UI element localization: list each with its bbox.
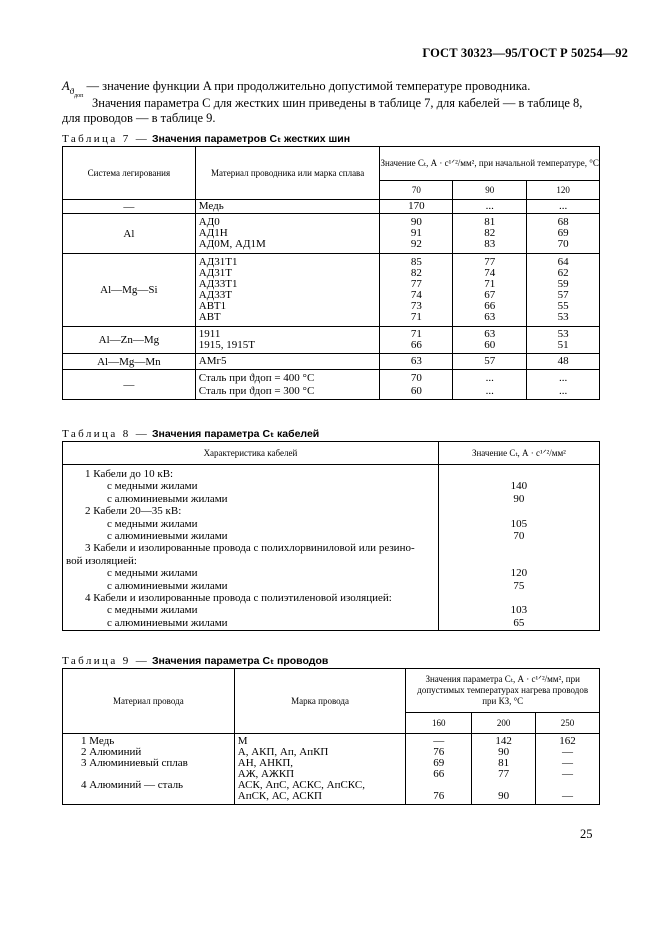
t9-material: [81, 791, 234, 802]
t8-row-text: с алюминиевыми жилами: [107, 492, 228, 505]
t7-value: 68: [557, 216, 569, 228]
t7-value: 77: [410, 278, 422, 290]
t8-text-lines: [63, 468, 438, 629]
table-row: [63, 254, 600, 327]
t9-brand: АСК, АпС, АСКС, АпСКС,: [237, 779, 365, 791]
paragraph-tables-ref: Значения параметра C для жестких шин приведены в таблице 7, для кабелей — в таблице 8,: [92, 96, 583, 110]
t9-temp-200: 200: [472, 713, 536, 734]
t9-values-160: [406, 734, 472, 805]
table7-caption: Таблица 7 — Значения параметров Cₜ жестких шин: [62, 133, 351, 145]
t7-material: Сталь при ϑдоп = 300 °С: [198, 384, 315, 397]
t7-temp-120: 120: [527, 181, 600, 200]
t9-value: 142: [495, 735, 512, 747]
t8-row-value: [439, 555, 599, 567]
table9-caption: Таблица 9 — Значения параметра Cₜ проводов: [62, 655, 329, 667]
t7-material: АВТ1: [198, 300, 227, 312]
t7-value: 48: [557, 355, 569, 367]
t9-materials: [63, 734, 235, 805]
t9-value: 77: [498, 768, 510, 780]
t9-value: 66: [433, 768, 445, 780]
t7-value: 63: [484, 328, 496, 340]
definition-text: — значение функции A при продолжительно допустимой температуре проводника.: [86, 79, 531, 93]
t7-material: АД33Т1: [198, 278, 238, 290]
t8-row-text: с алюминиевыми жилами: [107, 579, 228, 592]
t7-value: ...: [485, 200, 494, 212]
t7-system: —: [63, 370, 196, 400]
t7-value: 64: [557, 256, 569, 268]
t7-value: 82: [484, 227, 496, 239]
t7-value: 77: [484, 256, 496, 268]
t7-value: 71: [410, 311, 422, 323]
t7-value: 57: [557, 289, 569, 301]
t7-value: ...: [558, 371, 568, 384]
t9-material: 1 Медь: [81, 735, 115, 747]
t9-value: 69: [433, 757, 445, 769]
t9-value: 76: [433, 790, 445, 802]
t7-value: 63: [410, 355, 422, 367]
t9-value: —: [433, 735, 445, 747]
t7-material: АД31Т1: [198, 256, 238, 268]
t9-brands: [234, 734, 406, 805]
table-row: [63, 327, 600, 354]
t8-values: [438, 465, 599, 631]
t8-row-value: [439, 542, 599, 554]
t8-row-value: 75: [513, 579, 525, 592]
t7-value: 73: [410, 300, 422, 312]
t8-row-text: с медными жилами: [107, 480, 198, 493]
table-row: [63, 465, 600, 631]
t9-brand: А, АКП, Ап, АпКП: [237, 746, 329, 758]
t7-material: АД33Т: [198, 289, 232, 301]
t8-row-text: с медными жилами: [107, 567, 198, 580]
t9-material: 3 Алюминиевый сплав: [81, 757, 188, 769]
t8-row-text: 2 Кабели 20—35 кВ:: [85, 505, 182, 518]
t7-material: Медь: [198, 200, 224, 212]
t7-value: ...: [558, 384, 568, 397]
t7-value: 91: [410, 227, 422, 239]
t9-brand: АН, АНКП,: [237, 757, 294, 769]
t7-value: 92: [410, 238, 422, 250]
table8-caption: Таблица 8 — Значения параметра Cₜ кабелей: [62, 428, 320, 440]
table-row: [63, 734, 600, 805]
t9-value: 90: [498, 790, 510, 802]
t7-value: 90: [410, 216, 422, 228]
t7-value: 66: [484, 300, 496, 312]
t8-row-value: [439, 468, 599, 480]
t7-value: 71: [484, 278, 496, 290]
t8-row-value: 103: [510, 604, 528, 617]
table-7: [62, 146, 600, 400]
t7-value: ...: [485, 371, 494, 384]
t8-row-value: 65: [513, 616, 525, 629]
t7-header-material: Материал проводника или марка сплава: [195, 147, 380, 200]
t8-row-text: с алюминиевыми жилами: [107, 529, 228, 542]
t8-row-value: 140: [510, 480, 528, 493]
t8-row-text: вой изоляцией:: [66, 554, 137, 567]
t7-value: 74: [410, 289, 422, 301]
t8-row-value: [439, 592, 599, 604]
t7-value: 71: [410, 328, 422, 340]
t7-value: 55: [557, 300, 569, 312]
t7-material: АД0М, АД1М: [198, 238, 266, 250]
symbol-sub: ϑдоп: [69, 85, 84, 99]
page-header: ГОСТ 30323—95/ГОСТ Р 50254—92: [422, 46, 628, 60]
t7-material: АД1Н: [198, 227, 228, 239]
t8-row-text: с алюминиевыми жилами: [107, 616, 228, 629]
t7-value: 60: [410, 384, 422, 397]
t7-value: ...: [558, 200, 568, 212]
t9-value: —: [562, 768, 574, 780]
t9-value: —: [562, 790, 574, 802]
table-9: [62, 668, 600, 805]
t9-material: 2 Алюминий: [81, 746, 142, 758]
t7-value: 63: [484, 311, 496, 323]
t8-row-value: 90: [513, 492, 525, 505]
t9-header-material: Материал провода: [63, 669, 235, 734]
t8-row-text: 4 Кабели и изолированные провода с полиэтиленовой изоляцией:: [85, 591, 392, 604]
t8-row-value: [439, 505, 599, 517]
t7-value: 57: [484, 355, 496, 367]
t7-value: ...: [485, 384, 494, 397]
t8-header-value: Значение Cₜ, А · с¹ᐟ²/мм²: [438, 442, 599, 465]
t8-row-value: 105: [510, 517, 528, 530]
t8-value-lines: [439, 468, 599, 629]
t7-material: 1911: [198, 328, 221, 340]
t7-value: 59: [557, 278, 569, 290]
t7-value: 170: [408, 200, 425, 212]
t7-value: 83: [484, 238, 496, 250]
t8-row-value: 70: [513, 529, 525, 542]
t7-value: 53: [557, 328, 569, 340]
t7-header-system: Система легирования: [63, 147, 196, 200]
t9-values-250: [536, 734, 600, 805]
t7-material: АД0: [198, 216, 220, 228]
t7-material: АД31Т: [198, 267, 232, 279]
t7-value: 82: [410, 267, 422, 279]
t9-value: —: [562, 757, 574, 769]
t9-header-brand: Марка провода: [234, 669, 406, 734]
t9-value: —: [562, 746, 574, 758]
t7-value: 70: [410, 371, 422, 384]
t9-temp-250: 250: [536, 713, 600, 734]
t7-system: —: [63, 200, 196, 214]
t9-brand: АпСК, АС, АСКП: [237, 790, 323, 802]
t7-value: 81: [484, 216, 496, 228]
t7-system: Al—Zn—Mg: [63, 327, 196, 354]
t9-value: 90: [498, 746, 510, 758]
t7-value: 85: [410, 256, 422, 268]
t8-header-char: Характеристика кабелей: [63, 442, 439, 465]
t9-material: 4 Алюминий — сталь: [81, 779, 184, 791]
t7-value: 62: [557, 267, 569, 279]
t8-row-text: 3 Кабели и изолированные провода с полихлорвиниловой или резино-: [85, 542, 415, 555]
t8-characteristics: [63, 465, 439, 631]
t9-values-200: [472, 734, 536, 805]
t7-value: 74: [484, 267, 496, 279]
t7-value: 66: [410, 339, 422, 351]
t7-header-value: Значение Cₜ, А · с¹ᐟ²/мм², при начальной температуре, °С: [380, 147, 600, 181]
t7-material: Сталь при ϑдоп = 400 °С: [198, 371, 315, 384]
table-row: [63, 354, 600, 370]
t7-material: АВТ: [198, 311, 221, 323]
t7-value: 70: [557, 238, 569, 250]
t7-value: 67: [484, 289, 496, 301]
t7-material: 1915, 1915Т: [198, 339, 256, 351]
t7-system: Al: [63, 214, 196, 254]
t9-brand: М: [237, 735, 248, 747]
t9-temp-160: 160: [406, 713, 472, 734]
table-row: [63, 370, 600, 400]
table-row: [63, 200, 600, 214]
paragraph-tables-ref-cont: для проводов — в таблице 9.: [62, 111, 216, 125]
t9-value: 76: [433, 746, 445, 758]
t8-row-text: с медными жилами: [107, 517, 198, 530]
t7-value: 51: [557, 339, 569, 351]
t7-value: 69: [557, 227, 569, 239]
t8-row-value: 120: [510, 567, 528, 580]
t7-value: 53: [557, 311, 569, 323]
symbol-a: A: [62, 79, 70, 93]
t7-temp-90: 90: [453, 181, 527, 200]
t7-material: АМг5: [198, 355, 227, 367]
page-number: 25: [580, 827, 593, 841]
t8-row-text: 1 Кабели до 10 кВ:: [85, 468, 174, 480]
table-8: [62, 441, 600, 631]
table-row: [63, 214, 600, 254]
t7-temp-70: 70: [380, 181, 453, 200]
t9-brand: АЖ, АЖКП: [237, 768, 295, 780]
t7-value: 60: [484, 339, 496, 351]
t9-header-value: Значения параметра Cₜ, А · с¹ᐟ²/мм², при допустимых температурах нагрева проводов при КЗ, °С: [406, 669, 600, 713]
t7-system: Al—Mg—Si: [63, 254, 196, 327]
t8-row-text: с медными жилами: [107, 604, 198, 617]
t7-system: Al—Mg—Mn: [63, 354, 196, 370]
t9-value: 81: [498, 757, 510, 769]
t9-value: 162: [559, 735, 576, 747]
